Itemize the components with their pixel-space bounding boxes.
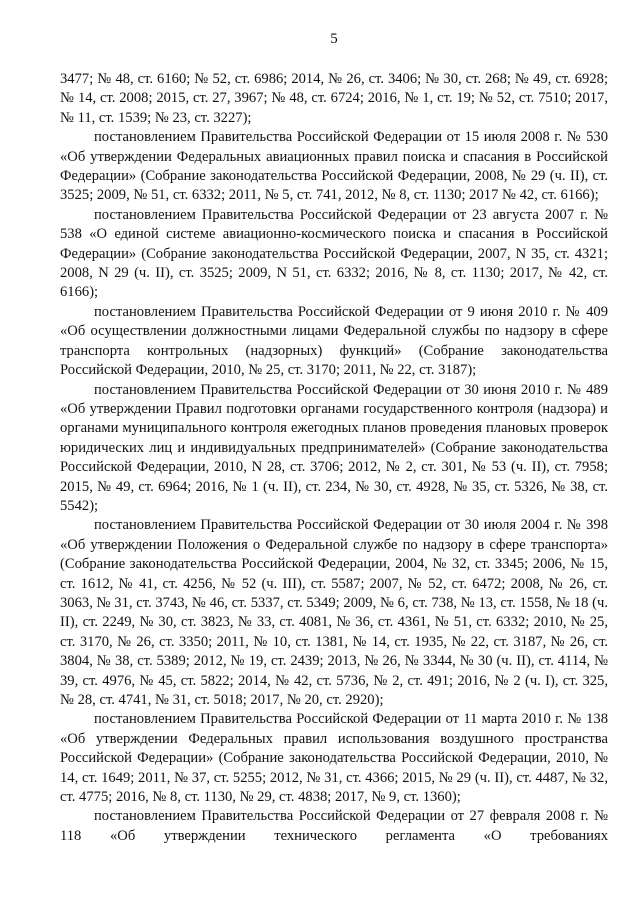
paragraph-resolution-138: постановлением Правительства Российской Федерации от 11 марта 2010 г. № 138 «Об утверждении Федеральных правил использования воздушного пространства Российской Федерации» (Собрание законодательства Российской Федерации, 2010, № 14, ст. 1649; 2011, № 37, ст. 5255; 2012, № 31, ст. 4366; 2015, № 29 (ч. II), ст. 4487, № 32, ст. 4775; 2016, № 8, ст. 1130, № 29, ст. 4838; 2017, № 9, ст. 1360); [60,711,608,806]
paragraph-resolution-489: постановлением Правительства Российской Федерации от 30 июня 2010 г. № 489 «Об утверждении Правил подготовки органами государственного контроля (надзора) и органами муниципального контроля ежегодных планов проведения плановых проверок юридических лиц и индивидуальных предпринимателей» (Собрание законодательства Российской Федерации, 2010, N 28, ст. 3706; 2012, № 2, ст. 301, № 53 (ч. II), ст. 7958; 2015, № 49, ст. 6964; 2016, № 1 (ч. II), ст. 234, № 30, ст. 4928, № 35, ст. 5326, № 38, ст. 5542); [60,381,608,514]
paragraph-resolution-530: постановлением Правительства Российской Федерации от 15 июля 2008 г. № 530 «Об утверждении Федеральных авиационных правил поиска и спасания в Российской Федерации» (Собрание законодательства Российской Федерации, 2008, № 29 (ч. II), ст. 3525; 2009, № 51, ст. 6332; 2011, № 5, ст. 741, 2012, № 8, ст. 1130; 2017 № 42, ст. 6166); [60,129,608,204]
paragraph-resolution-398: постановлением Правительства Российской Федерации от 30 июля 2004 г. № 398 «Об утверждении Положения о Федеральной службе по надзору в сфере транспорта» (Собрание законодательства Российской Федерации, 2004, № 32, ст. 3345; 2006, № 15, ст. 1612, № 41, ст. 4256, № 52 (ч. III), ст. 5587; 2007, № 52, ст. 6472; 2008, № 26, ст. 3063, № 31, ст. 3743, № 46, ст. 5337, ст. 5349; 2009, № 6, ст. 738, № 13, ст. 1558, № 18 (ч. II), ст. 2249, № 30, ст. 3823, № 33, ст. 4081, № 36, ст. 4361, № 51, ст. 6332; 2010, № 25, ст. 3170, № 26, ст. 3350; 2011, № 10, ст. 1381, № 14, ст. 1935, № 22, ст. 3187, № 26, ст. 3804, № 38, ст. 5389; 2012, № 19, ст. 2439; 2013, № 26, № 3344, № 30 (ч. II), ст. 4114, № 39, ст. 4976, № 45, ст. 5822; 2014, № 42, ст. 5736, № 2, ст. 491; 2016, № 2 (ч. I), ст. 325, № 28, ст. 4741, № 31, ст. 5018; 2017, № 20, ст. 2920); [60,517,608,708]
page-number: 5 [330,31,338,47]
document-page [60,30,608,846]
paragraph-continuation: 3477; № 48, ст. 6160; № 52, ст. 6986; 2014, № 26, ст. 3406; № 30, ст. 268; № 49, ст. 6928; № 14, ст. 2008; 2015, ст. 27, 3967; № 48, ст. 6724; 2016, № 1, ст. 19; № 52, ст. 7510; 2017, № 11, ст. 1539; № 23, ст. 3227); [60,71,608,126]
paragraph-resolution-538: постановлением Правительства Российской Федерации от 23 августа 2007 г. № 538 «О единой системе авиационно-космического поиска и спасания в Российской Федерации» (Собрание законодательства Российской Федерации, 2007, N 35, ст. 4321; 2008, N 29 (ч. II), ст. 3525; 2009, N 51, ст. 6332; 2016, № 8, ст. 1130; 2017, № 42, ст. 6166); [60,206,608,301]
paragraph-resolution-118: постановлением Правительства Российской Федерации от 27 февраля 2008 г. № 118 «Об утверждении технического регламента «О требованиях [60,808,608,844]
paragraph-resolution-409: постановлением Правительства Российской Федерации от 9 июня 2010 г. № 409 «Об осуществлении должностными лицами Федеральной службы по надзору в сфере транспорта контрольных (надзорных) функций» (Собрание законодательства Российской Федерации, 2010, № 25, ст. 3170; 2011, № 22, ст. 3187); [60,303,608,379]
